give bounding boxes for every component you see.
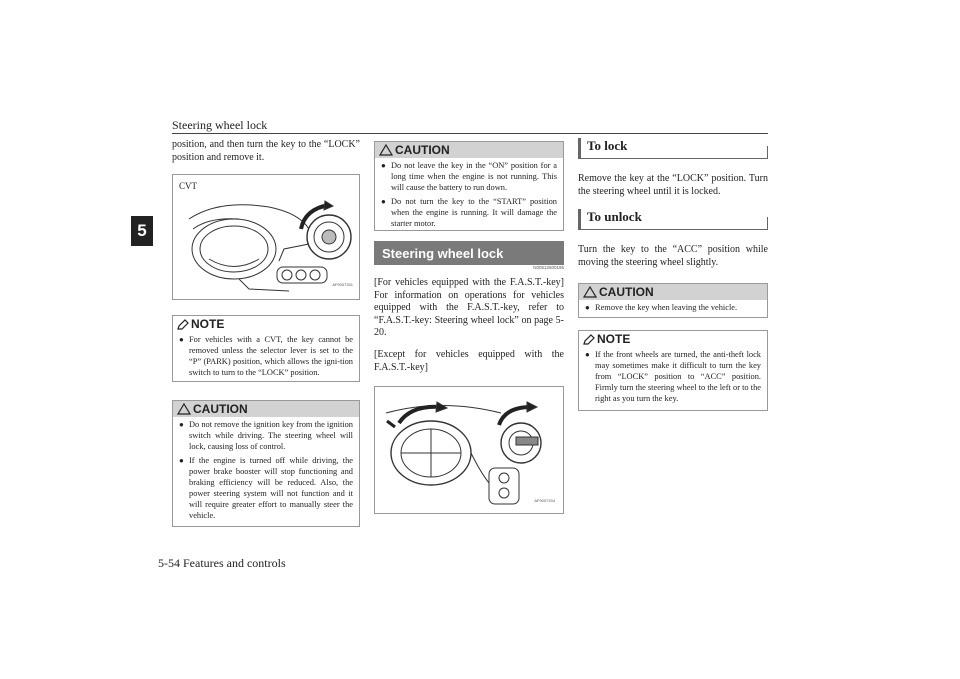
caution-item: ● If the engine is turned off while driving, the power brake booster will stop functioning and braking efficiency will be reduced. Also, the power steering system will not function and it will require greater effort to manually steer the vehicle.: [179, 455, 353, 521]
caution-box-2: [374, 141, 564, 231]
cvt-key-figure: [172, 174, 360, 300]
section-title: Steering wheel lock: [374, 241, 564, 265]
intro-paragraph: position, and then turn the key to the “LOCK” position and remove it.: [172, 139, 360, 163]
steering-lock-figure: [374, 386, 564, 514]
note-pencil-icon: [177, 319, 189, 330]
caution-heading: CAUTION: [395, 143, 450, 157]
chapter-tab: 5: [131, 216, 153, 246]
to-unlock-text: Turn the key to the “ACC” position while moving the steering wheel slightly.: [578, 244, 768, 268]
warning-triangle-icon: [583, 286, 597, 298]
caution-item: ● Remove the key when leaving the vehicle.: [585, 302, 761, 313]
caution-header: [375, 142, 563, 158]
figure-code: AF9007331: [332, 282, 353, 287]
caution-header: [579, 284, 767, 300]
figure-code: AF9007334: [534, 498, 555, 503]
caution-heading: CAUTION: [599, 285, 654, 299]
caution-item: ● Do not remove the ignition key from the ignition switch while driving. The steering wheel will lock, causing loss of control.: [179, 419, 353, 452]
caution-heading: CAUTION: [193, 402, 248, 416]
note-header: [173, 316, 359, 332]
except-paragraph: [Except for vehicles equipped with the F.A.S.T.-key]: [374, 349, 564, 373]
caution-item: ● Do not turn the key to the “START” position when the engine is running. It will damage the starter motor.: [381, 196, 557, 229]
note-pencil-icon: [583, 334, 595, 345]
fast-key-paragraph: [For vehicles equipped with the F.A.S.T.-key] For information on operations for vehicles equipped with the F.A.S.T.-key, refer to “F.A.S.T.-key: Steering wheel lock” on page 5-20.: [374, 277, 564, 338]
note-heading: NOTE: [191, 317, 225, 331]
caution-item: ● Do not leave the key in the “ON” position for a long time when the engine is not running. This will cause the battery to run down.: [381, 160, 557, 193]
page-footer: 5-54 Features and controls: [158, 556, 286, 570]
warning-triangle-icon: [177, 403, 191, 415]
header-rule: [172, 133, 768, 134]
caution-box-3: [578, 283, 768, 318]
warning-triangle-icon: [379, 144, 393, 156]
steering-column-key-icon: [179, 189, 355, 297]
to-unlock-heading: To unlock: [578, 209, 768, 230]
to-lock-heading: To lock: [578, 138, 768, 159]
note-header: [579, 331, 767, 347]
note-box: [172, 315, 360, 382]
note-item: ● If the front wheels are turned, the anti-theft lock may sometimes make it difficult to turn the key from “LOCK” position to “ACC” position. Firmly turn the steering wheel to the left or to the right as you turn the key.: [585, 349, 761, 404]
note-heading: NOTE: [597, 332, 631, 346]
steering-wheel-turn-icon: [381, 393, 559, 509]
document-id: N00512500195: [533, 265, 564, 270]
caution-box: [172, 400, 360, 527]
note-box-2: [578, 330, 768, 411]
to-lock-text: Remove the key at the “LOCK” position. Turn the steering wheel until it is locked.: [578, 173, 768, 197]
figure-label: CVT: [179, 181, 197, 191]
note-item: ● For vehicles with a CVT, the key cannot be removed unless the selector lever is set to the “P” (PARK) position, which allows the igni-tion switch to turn to the “LOCK” position.: [179, 334, 353, 378]
caution-header: [173, 401, 359, 417]
page-header-title: Steering wheel lock: [172, 118, 268, 132]
